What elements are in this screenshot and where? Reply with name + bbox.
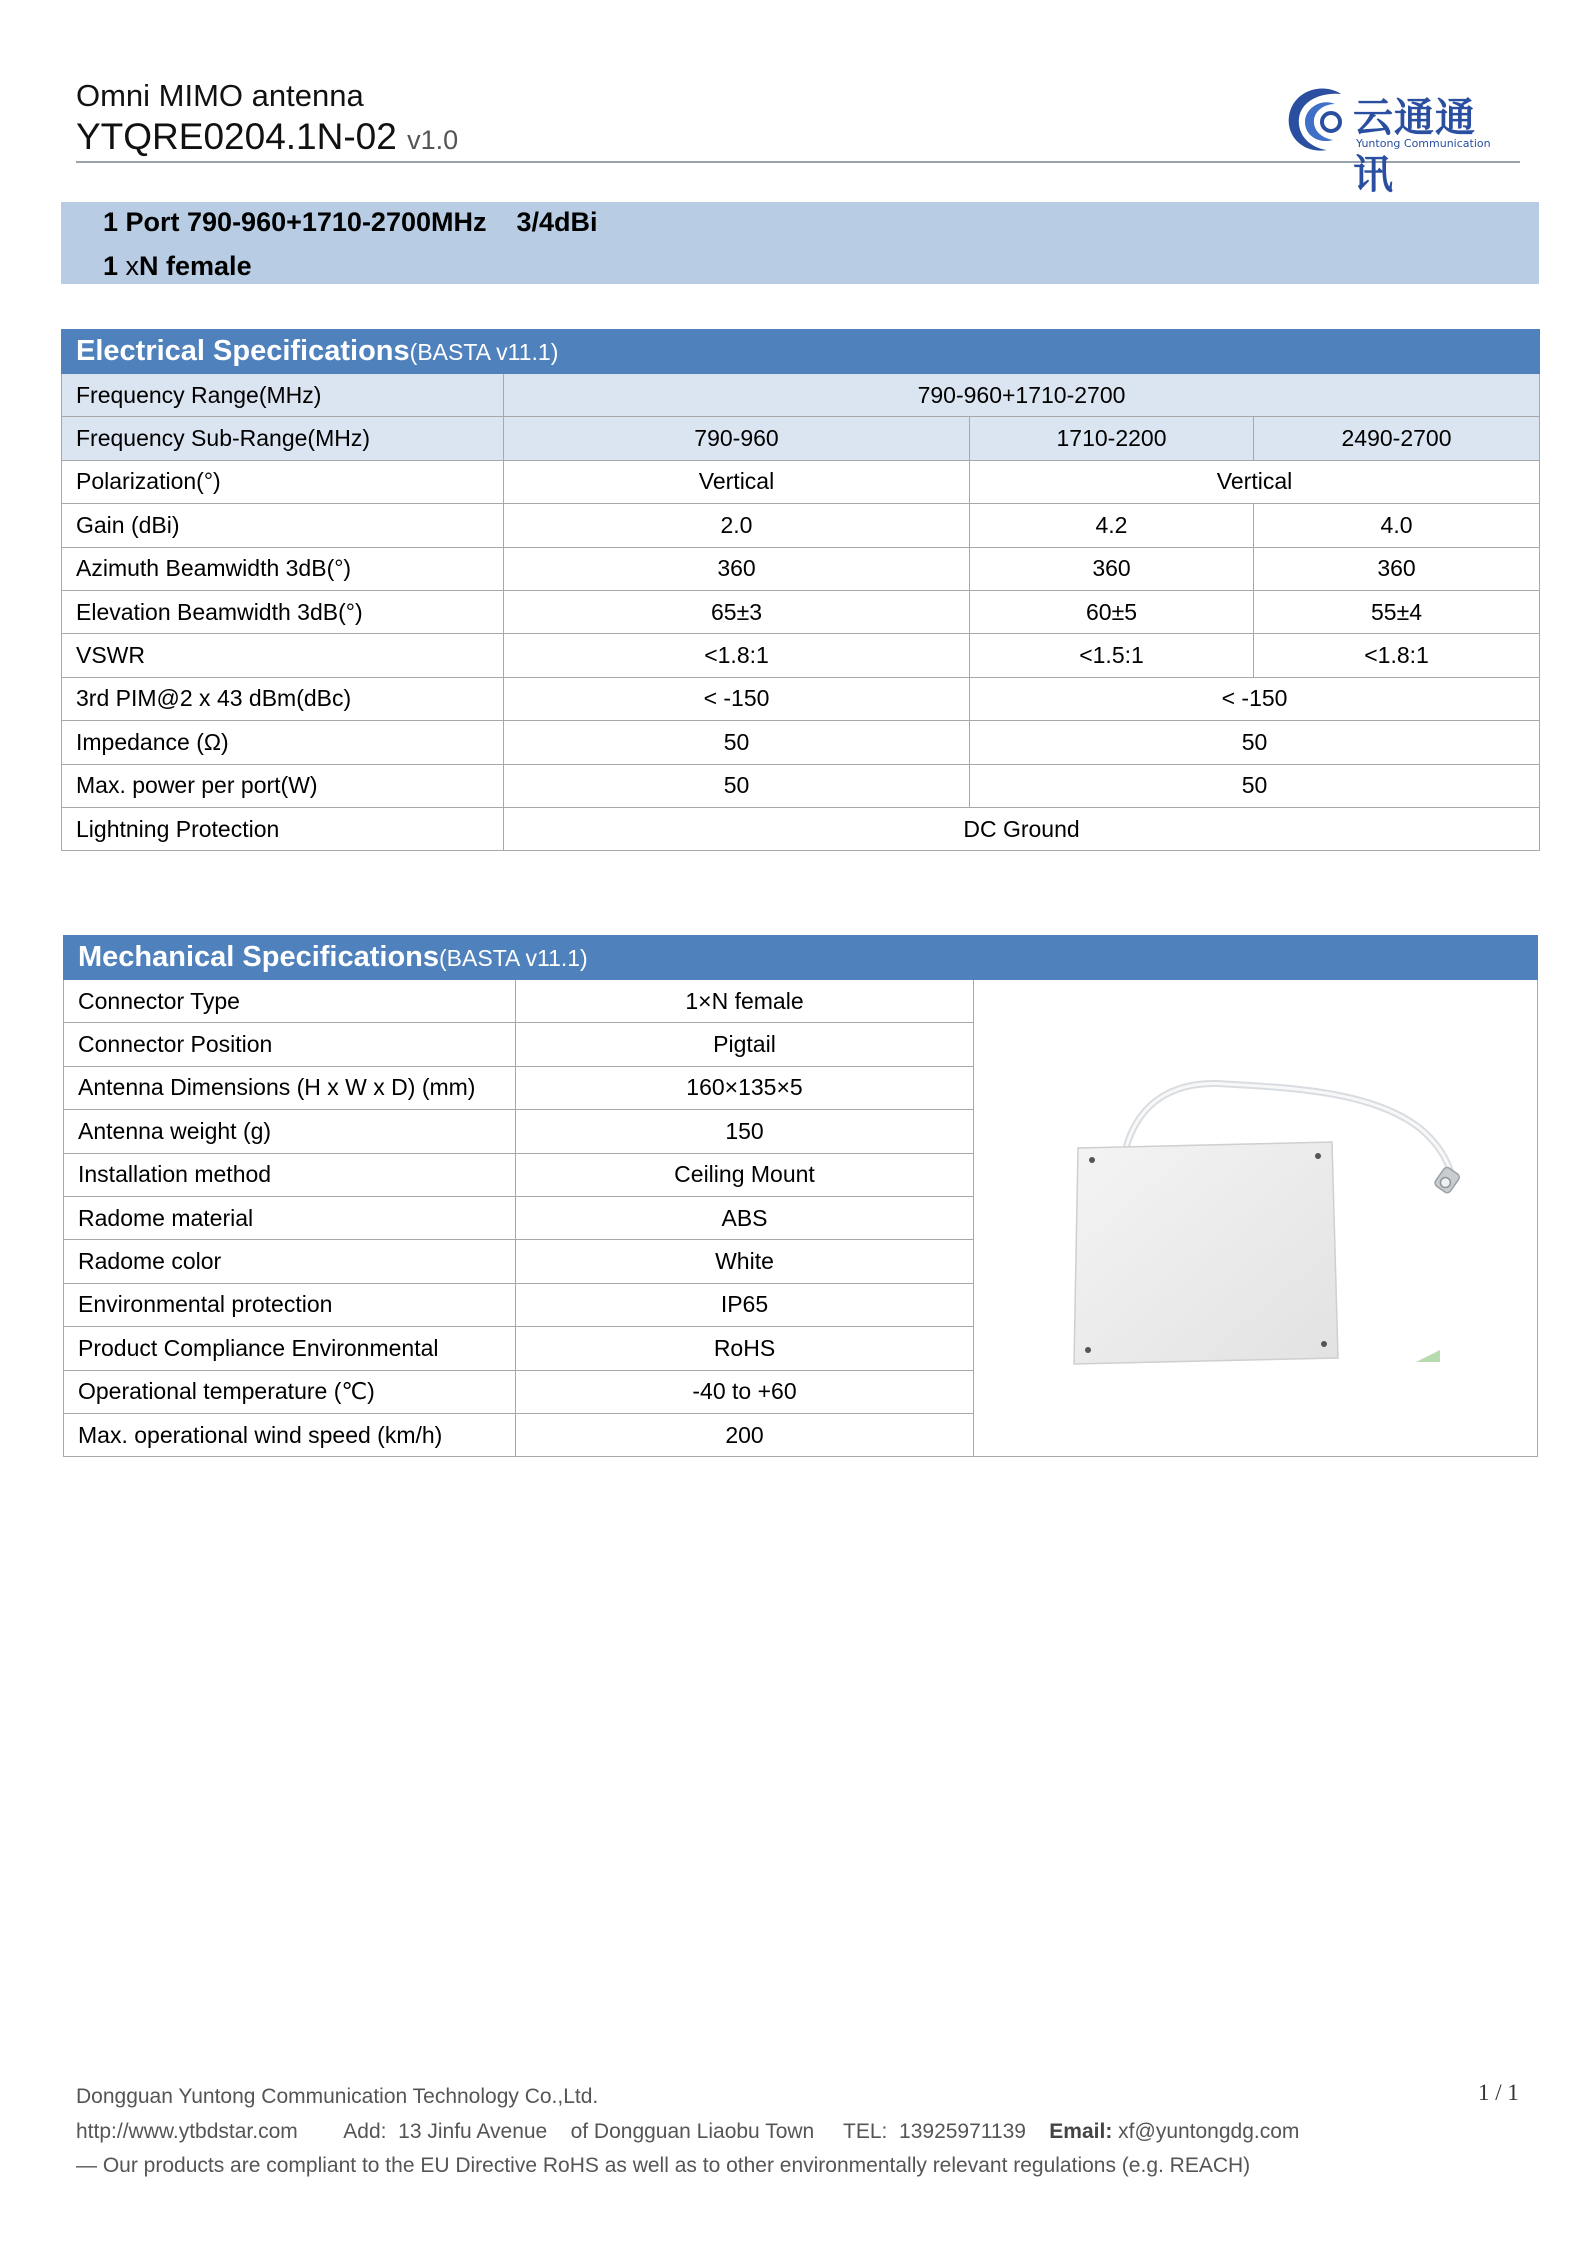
row-value: <1.8:1	[1254, 634, 1540, 677]
row-value: Vertical	[970, 460, 1540, 503]
table-row	[62, 504, 1540, 547]
row-label: Operational temperature (℃)	[64, 1370, 516, 1413]
row-value: RoHS	[516, 1327, 974, 1370]
row-value: 790-960	[504, 417, 970, 460]
row-value: 50	[970, 764, 1540, 807]
summary-connector-type: N female	[139, 251, 252, 281]
row-value: Pigtail	[516, 1023, 974, 1066]
row-value: -40 to +60	[516, 1370, 974, 1413]
row-label: Impedance (Ω)	[62, 721, 504, 764]
row-label: Frequency Sub-Range(MHz)	[62, 417, 504, 460]
antenna-product-image	[976, 980, 1536, 1456]
row-label: Lightning Protection	[62, 807, 504, 850]
footer-compliance-note: — Our products are compliant to the EU Directive RoHS as well as to other environmentally relevant regulations (e.g. REACH)	[76, 2154, 1251, 2177]
row-value: White	[516, 1240, 974, 1283]
row-value: 50	[504, 764, 970, 807]
summary-connector	[103, 251, 252, 282]
row-label: Gain (dBi)	[62, 504, 504, 547]
row-value: 55±4	[1254, 590, 1540, 633]
mechanical-specs-header	[64, 936, 1538, 980]
row-value: 360	[504, 547, 970, 590]
row-label: Radome color	[64, 1240, 516, 1283]
table-row	[62, 547, 1540, 590]
row-value: 1×N female	[516, 980, 974, 1023]
row-value: IP65	[516, 1283, 974, 1326]
footer-company-name: Dongguan Yuntong Communication Technology Co.,Ltd.	[76, 2085, 599, 2108]
logo-swirl-icon	[1283, 82, 1355, 156]
table-row	[62, 634, 1540, 677]
summary-ports-frequency: 1 Port 790-960+1710-2700MHz 3/4dBi	[103, 207, 598, 237]
row-value: Ceiling Mount	[516, 1153, 974, 1196]
row-value: <1.8:1	[504, 634, 970, 677]
doc-title	[76, 116, 458, 158]
table-row	[62, 417, 1540, 460]
row-label: VSWR	[62, 634, 504, 677]
model-number: YTQRE0204.1N-02	[76, 116, 397, 157]
row-value: 65±3	[504, 590, 970, 633]
logo-chinese-text: 云通通讯	[1353, 95, 1476, 198]
row-value: 360	[1254, 547, 1540, 590]
table-row	[62, 721, 1540, 764]
row-label: Frequency Range(MHz)	[62, 374, 504, 417]
row-value: 150	[516, 1110, 974, 1153]
row-value: ABS	[516, 1196, 974, 1239]
row-label: Antenna weight (g)	[64, 1110, 516, 1153]
footer-email-link[interactable]: xf@yuntongdg.com	[1112, 2120, 1300, 2143]
row-value: 60±5	[970, 590, 1254, 633]
footer-website-link[interactable]: http://www.ytbdstar.com	[76, 2120, 298, 2143]
row-value: 360	[970, 547, 1254, 590]
row-label: Product Compliance Environmental	[64, 1327, 516, 1370]
footer-contact-line	[76, 2120, 1299, 2144]
row-value: 790-960+1710-2700	[504, 374, 1540, 417]
product-image-cell	[974, 980, 1538, 1457]
row-value: 160×135×5	[516, 1066, 974, 1109]
row-label: Antenna Dimensions (H x W x D) (mm)	[64, 1066, 516, 1109]
row-label: 3rd PIM@2 x 43 dBm(dBc)	[62, 677, 504, 720]
row-value: 50	[970, 721, 1540, 764]
row-value: 1710-2200	[970, 417, 1254, 460]
row-value: <1.5:1	[970, 634, 1254, 677]
row-value: 50	[504, 721, 970, 764]
row-label: Elevation Beamwidth 3dB(°)	[62, 590, 504, 633]
footer-email-label: Email:	[1049, 2120, 1113, 2143]
table-row	[62, 460, 1540, 503]
row-value: DC Ground	[504, 807, 1540, 850]
section-title: Electrical Specifications(BASTA v11.1)	[62, 330, 1540, 374]
header-divider	[76, 161, 1520, 163]
row-label: Environmental protection	[64, 1283, 516, 1326]
doc-subtitle: Omni MIMO antenna	[76, 78, 364, 113]
row-label: Azimuth Beamwidth 3dB(°)	[62, 547, 504, 590]
electrical-specs-table	[61, 329, 1540, 851]
footer-address: Add: 13 Jinfu Avenue of Dongguan Liaobu Town	[343, 2120, 815, 2143]
table-row	[62, 764, 1540, 807]
mechanical-specs-table	[63, 935, 1538, 1457]
logo-english-text: Yuntong Communication	[1356, 137, 1491, 150]
row-label: Max. power per port(W)	[62, 764, 504, 807]
page-number: 1 / 1	[1478, 2080, 1519, 2105]
row-label: Connector Type	[64, 980, 516, 1023]
row-value: 200	[516, 1413, 974, 1456]
row-label: Max. operational wind speed (km/h)	[64, 1413, 516, 1456]
row-label: Installation method	[64, 1153, 516, 1196]
row-value: 4.2	[970, 504, 1254, 547]
section-title: Mechanical Specifications(BASTA v11.1)	[64, 936, 1538, 980]
row-label: Polarization(°)	[62, 460, 504, 503]
summary-connector-count: 1	[103, 251, 126, 281]
row-value: < -150	[504, 677, 970, 720]
row-value: 4.0	[1254, 504, 1540, 547]
row-value: 2490-2700	[1254, 417, 1540, 460]
company-logo	[1283, 82, 1491, 198]
table-row	[62, 374, 1540, 417]
table-row	[64, 980, 1538, 1023]
table-row	[62, 590, 1540, 633]
row-label: Radome material	[64, 1196, 516, 1239]
table-row	[62, 677, 1540, 720]
row-value: < -150	[970, 677, 1540, 720]
summary-connector-x: x	[125, 251, 140, 281]
row-value: 2.0	[504, 504, 970, 547]
row-label: Connector Position	[64, 1023, 516, 1066]
version-label: v1.0	[407, 125, 459, 155]
electrical-specs-header	[62, 330, 1540, 374]
row-value: Vertical	[504, 460, 970, 503]
table-row	[62, 807, 1540, 850]
footer-tel: TEL: 13925971139	[843, 2120, 1026, 2143]
product-summary-band	[61, 202, 1539, 284]
